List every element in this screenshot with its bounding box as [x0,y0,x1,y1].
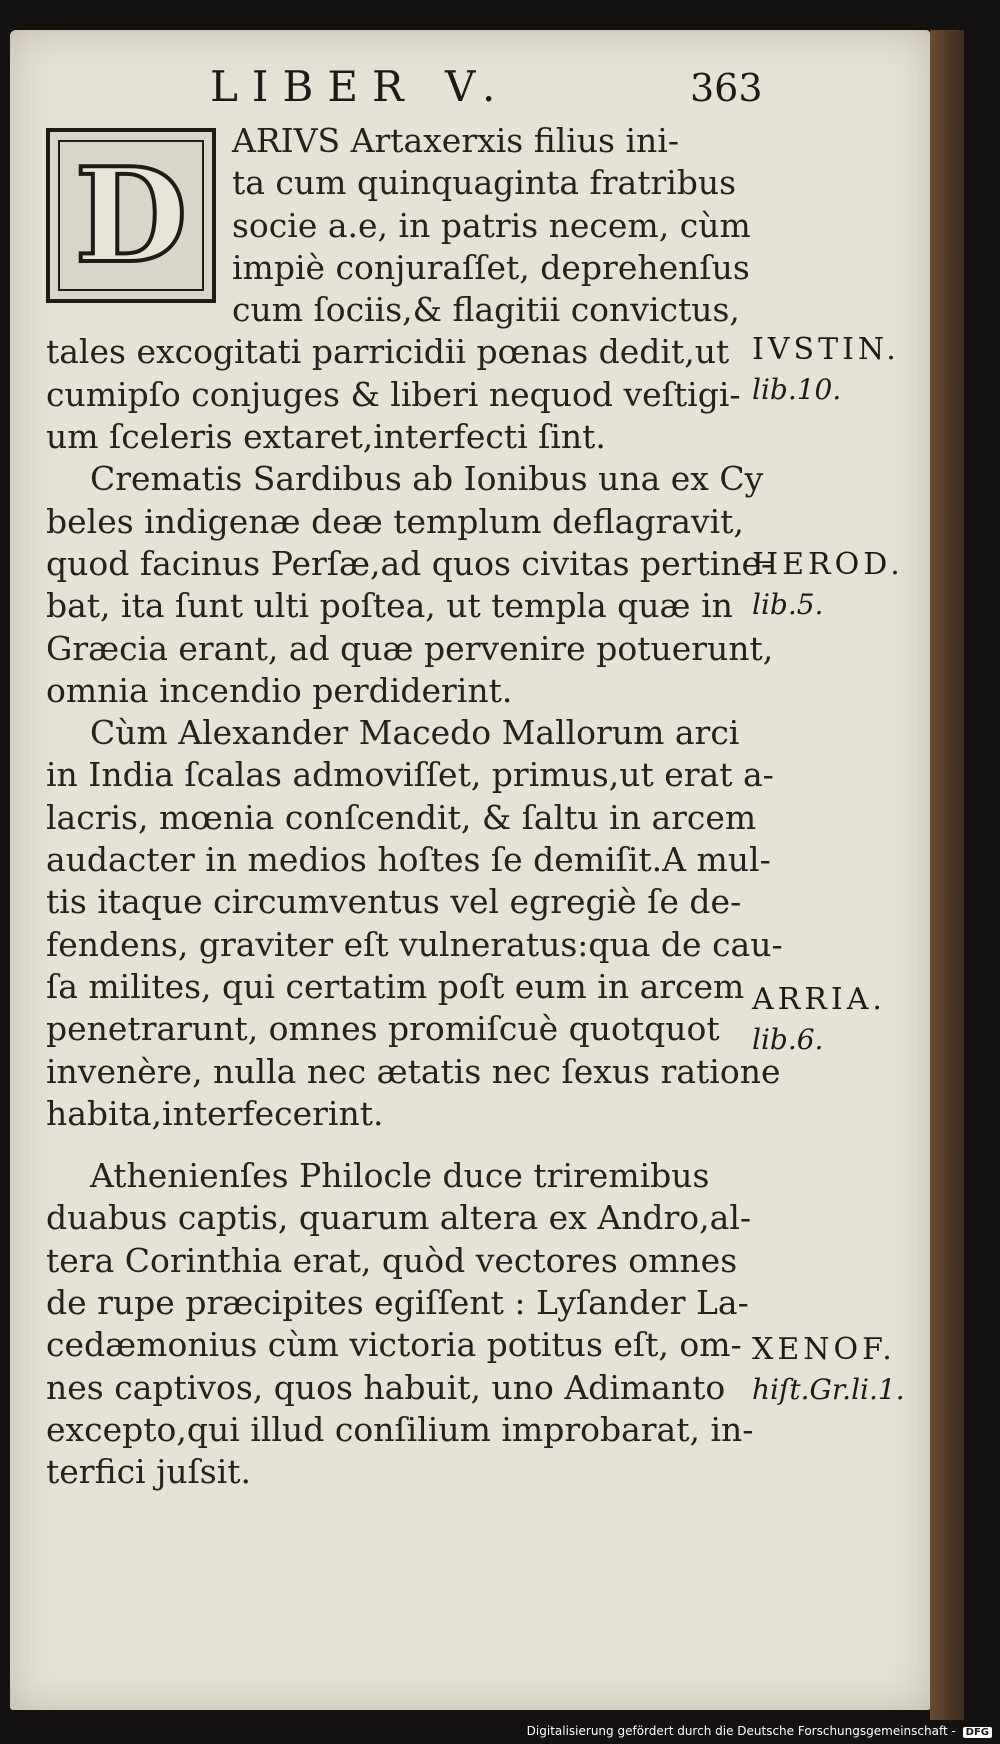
text-line: omnia incendio perdiderint. [46,670,513,710]
main-text [46,120,783,1494]
digitization-credit [527,1724,992,1738]
text-line: tales excogitati parricidii pœnas dedit,ut [46,332,730,372]
margin-reference: hiſt.Gr.li.1. [752,1373,905,1406]
dfg-logo: DFG [963,1727,992,1738]
text-line: habita,interfecerint. [46,1093,384,1133]
credit-text: Digitalisierung gefördert durch die Deutsche Forschungsgemeinschaft - [526,1724,956,1738]
page-number: 363 [690,66,763,110]
margin-reference: lib.6. [752,1023,824,1056]
paragraph-gap [46,1135,751,1155]
text-line: terfici juſsit. [46,1452,252,1492]
page-edge [930,30,964,1720]
text-line: penetrarunt, omnes promiſcuè quotquot [46,1009,720,1049]
text-line: cum ſociis,& flagitii convictus, [232,290,740,330]
text-line: Cùm Alexander Macedo Mallorum arci [90,713,740,753]
margin-author: ARRIA. [752,982,886,1017]
margin-note [752,980,886,1060]
text-line: ta cum quinquaginta fratribus [232,163,737,203]
margin-author: HEROD. [752,547,904,582]
text-line: audacter in medios hoſtes ſe demiſit.A mul- [46,840,771,880]
text-line: tis itaque circumventus vel egregiè ſe de- [46,882,742,922]
text-line: um ſceleris extaret,interfecti ſint. [46,417,606,457]
text-line: invenère, nulla nec ætatis nec ſexus ratione [46,1051,781,1091]
text-line: ſa milites, qui certatim poſt eum in arcem [46,966,745,1006]
margin-author: IVSTIN. [752,332,900,367]
margin-reference: lib.10. [752,373,842,406]
text-line: tera Corinthia erat, quòd vectores omnes [46,1240,738,1280]
text-line: impiè conjuraſſet, deprehenſus [232,247,750,287]
text-line: socie a.e, in patris necem, cùm [232,205,751,245]
text-line: Athenienſes Philocle duce triremibus [90,1156,710,1196]
text-line: fendens, graviter eſt vulneratus:qua de cau- [46,924,783,964]
text-line: nes captivos, quos habuit, uno Adimanto [46,1367,726,1407]
text-line: Crematis Sardibus ab Ionibus una ex Cy [90,459,764,499]
margin-note [752,1330,905,1410]
text-line: ARIVS Artaxerxis filius ini- [232,121,679,160]
text-line: duabus captis, quarum altera ex Andro,al- [46,1198,752,1238]
text-line: quod facinus Perſæ,ad quos civitas pertine- [46,543,773,583]
running-head: LIBER V. [210,62,510,111]
text-line: cedæmonius cùm victoria potitus eſt, om- [46,1325,742,1365]
margin-author: XENOF. [752,1332,896,1367]
text-line: Græcia erant, ad quæ pervenire potuerunt, [46,628,774,668]
page-header [210,62,780,122]
margin-reference: lib.5. [752,588,824,621]
margin-note [752,545,904,625]
text-line: cumipſo conjuges & liberi nequod veſtigi- [46,374,741,414]
text-line: lacris, mœnia conſcendit, & ſaltu in arcem [46,797,757,837]
text-line: in India ſcalas admoviſſet, primus,ut erat a- [46,755,774,795]
text-line: bat, ita ſunt ulti poſtea, ut templa quæ in [46,586,733,626]
text-line: excepto,qui illud conſilium improbarat, in- [46,1409,754,1449]
initial-letter: D [74,138,188,292]
margin-note [752,330,900,410]
text-line: de rupe præcipites egiſſent : Lyſander La- [46,1283,749,1323]
text-line: beles indigenæ deæ templum deflagravit, [46,501,744,541]
